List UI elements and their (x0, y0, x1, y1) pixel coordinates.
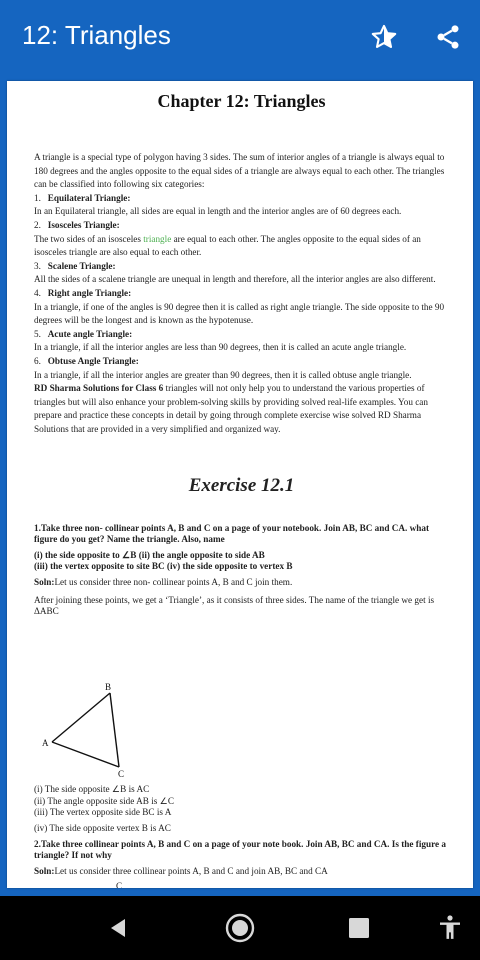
type-num: 3. (34, 260, 41, 271)
type-num: 2. (34, 219, 41, 230)
type-num: 6. (34, 355, 41, 366)
type-name: Equilateral Triangle: (47, 192, 131, 203)
answer-item: (iii) The vertex opposite side BC is A (34, 807, 172, 817)
triangle-figure (32, 681, 152, 781)
intro-text: A triangle is a special type of polygon having 3 sides. The sum of interior angles of a triangle is always equal to 180 degrees and the angles opposite to the equal sides of a triangle are always equal to each other. The triangles can be classified into following six categories: (34, 152, 445, 190)
type-desc: In a triangle, if all the interior angles are greater than 90 degrees, then it is called obtuse angle triangle. (34, 369, 412, 380)
back-icon[interactable] (100, 910, 136, 946)
type-name: Acute angle Triangle: (47, 328, 133, 339)
question-1 (34, 523, 449, 618)
type-desc: All the sides of a scalene triangle are unequal in length and therefore, all the interior angles are also different. (34, 274, 436, 285)
vertex-label-c: C (118, 769, 125, 779)
summary-text: RD Sharma Solutions for Class 6 triangles will not only help you to understand the various properties of triangles but will also enhance your problem-solving skills by providing solved real-life examples. You can prepare and practice these concepts in detail by going through complete exercise wise solved RD Sharma Solutions that are provided in a very simplified and organized way. (34, 383, 428, 434)
app-bar (0, 0, 480, 76)
answer-item: (ii) The angle opposite side AB is ∠C (34, 795, 174, 806)
home-icon[interactable] (222, 910, 258, 946)
question-2-text: 2.Take three collinear points A, B and C on a page of your note book. Join AB, BC and CA. Is the figure a triangle? If not why (34, 839, 446, 860)
solution-text: After joining these points, we get a ‘Triangle’, as it consists of three sides. The name of the triangle we get is ΔABC (34, 594, 435, 616)
star-icon[interactable] (368, 20, 400, 54)
recents-icon[interactable] (341, 910, 377, 946)
type-num: 5. (34, 328, 41, 339)
cut-figure-label: C (116, 880, 123, 888)
share-icon[interactable] (432, 20, 464, 54)
type-num: 1. (34, 192, 41, 203)
type-desc: In a triangle, if all the interior angles are less than 90 degrees, then it is called an acute angle triangle. (34, 342, 407, 353)
type-desc: In an Equilateral triangle, all sides are equal in length and the interior angles are of 60 degrees each. (34, 206, 402, 217)
chapter-heading: Chapter 12: Triangles (157, 91, 326, 111)
type-name: Right angle Triangle: (47, 287, 132, 298)
triangle-link[interactable]: triangle (143, 233, 172, 244)
type-name: Scalene Triangle: (47, 260, 116, 271)
vertex-label-a: A (42, 738, 49, 748)
document-view[interactable] (7, 81, 473, 888)
solution-label: Soln: (34, 866, 55, 876)
answers-list (34, 784, 449, 888)
type-num: 4. (34, 287, 41, 298)
type-desc: The two sides of an isosceles triangle are equal to each other. The angles opposite to the equal sides of an isosceles triangle are also equal to each other. (34, 233, 421, 258)
solution-text: Let us consider three non- collinear points A, B and C join them. (54, 577, 293, 587)
question-parts: (iii) the vertex opposite to site BC (iv) the side opposite to vertex B (34, 561, 293, 571)
app-title: 12: Triangles (22, 20, 171, 50)
solution-text: Let us consider three collinear points A, B and C and join AB, BC and CA (54, 866, 328, 876)
answer-item: (iv) The side opposite vertex B is AC (34, 822, 171, 833)
answer-item: (i) The side opposite ∠B is AC (34, 784, 150, 794)
vertex-label-b: B (105, 682, 112, 692)
system-nav-bar (0, 896, 480, 960)
type-desc: In a triangle, if one of the angles is 90 degree then it is called as right angle triangle. The side opposite to the 90 degrees will be the longest and is known as the hypotenuse. (34, 301, 445, 326)
type-name: Obtuse Angle Triangle: (47, 355, 139, 366)
exercise-heading: Exercise 12.1 (188, 475, 295, 496)
solution-label: Soln: (34, 577, 55, 587)
intro-section (34, 151, 449, 436)
accessibility-icon[interactable] (432, 910, 468, 946)
question-parts: (i) the side opposite to ∠B (ii) the angle opposite to side AB (34, 550, 265, 560)
question-text: 1.Take three non- collinear points A, B and C on a page of your notebook. Join AB, BC and CA. what figure do you get? Name the triangle. Also, name (34, 523, 430, 544)
type-name: Isosceles Triangle: (47, 219, 120, 230)
